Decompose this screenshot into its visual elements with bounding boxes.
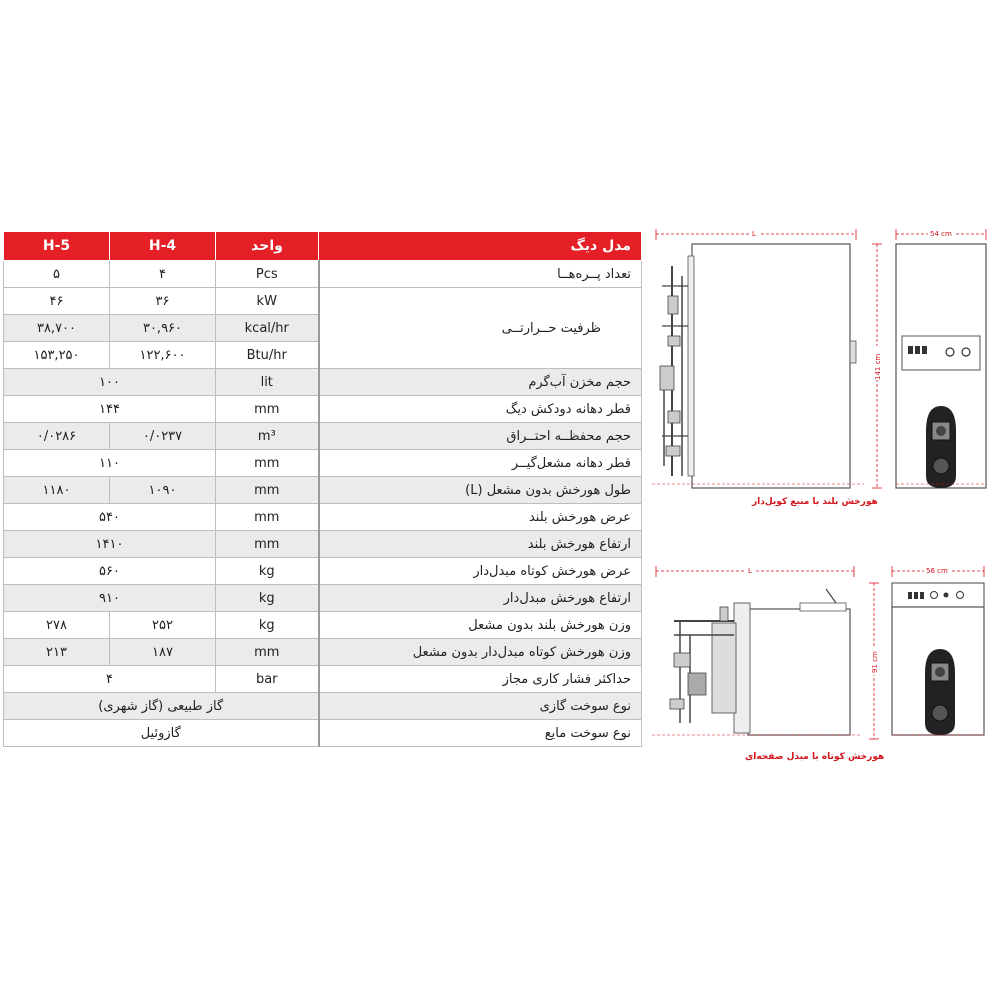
tall-boiler-drawing xyxy=(650,226,995,496)
cell-unit: mm xyxy=(216,504,319,531)
dim-height-label: 91 cm xyxy=(871,651,879,673)
cell-label: حجم محفظــه احتــراق xyxy=(319,423,642,450)
table-row xyxy=(4,693,642,720)
table-row xyxy=(4,585,642,612)
dim-height-label: 141 cm xyxy=(874,353,882,380)
width-dimension xyxy=(896,229,986,240)
height-dimension xyxy=(869,583,879,739)
table-row xyxy=(4,666,642,693)
short-boiler-drawing xyxy=(650,563,995,745)
cell-value: ۹۱۰ xyxy=(4,585,216,612)
cell-value: ۵۶۰ xyxy=(4,558,216,585)
cell-unit: mm xyxy=(216,477,319,504)
cell-h4: ۴ xyxy=(110,261,216,288)
dim-length-label: L xyxy=(748,567,752,575)
cell-unit: kg xyxy=(216,558,319,585)
cell-value: ۱۱۰ xyxy=(4,450,216,477)
cell-h5: ۳۸,۷۰۰ xyxy=(4,315,110,342)
tall-side-view xyxy=(652,244,864,488)
cell-value: ۱۴۴ xyxy=(4,396,216,423)
table-row xyxy=(4,450,642,477)
short-front-view xyxy=(892,583,984,735)
cell-h4: ۱۸۷ xyxy=(110,639,216,666)
table-header-row xyxy=(4,232,642,261)
cell-label: حداکثر فشار کاری مجاز xyxy=(319,666,642,693)
cell-value: ۱۴۱۰ xyxy=(4,531,216,558)
cell-h4: ۳۰,۹۶۰ xyxy=(110,315,216,342)
header-model: مدل دیگ xyxy=(319,232,642,261)
table-row xyxy=(4,639,642,666)
table-row xyxy=(4,612,642,639)
cell-unit: mm xyxy=(216,639,319,666)
cell-h5: ۴۶ xyxy=(4,288,110,315)
table-row xyxy=(4,261,642,288)
cell-label: تعداد پــره‌هــا xyxy=(319,261,642,288)
cell-value: ۱۰۰ xyxy=(4,369,216,396)
cell-unit: mm xyxy=(216,450,319,477)
cell-unit: mm xyxy=(216,531,319,558)
dim-width-label: 56 cm xyxy=(926,567,948,575)
cell-unit: Pcs xyxy=(216,261,319,288)
cell-label: حجم مخزن آب‌گرم xyxy=(319,369,642,396)
height-dimension xyxy=(872,244,882,488)
cell-h4: ۱۰۹۰ xyxy=(110,477,216,504)
cell-unit: kg xyxy=(216,585,319,612)
table-row xyxy=(4,531,642,558)
cell-h4: ۰/۰۲۳۷ xyxy=(110,423,216,450)
cell-h5: ۲۱۳ xyxy=(4,639,110,666)
cell-unit: kcal/hr xyxy=(216,315,319,342)
dim-width-label: 54 cm xyxy=(930,230,952,238)
header-h4: H-4 xyxy=(110,232,216,261)
tall-front-view xyxy=(896,244,986,488)
cell-h5: ۱۱۸۰ xyxy=(4,477,110,504)
cell-label: ظرفیت حــرارتــی xyxy=(319,288,642,369)
cell-h4: ۱۲۲,۶۰۰ xyxy=(110,342,216,369)
table-row xyxy=(4,558,642,585)
table-row xyxy=(4,369,642,396)
cell-h4: ۳۶ xyxy=(110,288,216,315)
cell-label: طول هورخش بدون مشعل (L) xyxy=(319,477,642,504)
header-h5: H-5 xyxy=(4,232,110,261)
tall-boiler-caption: هورخش بلند با منبع کویل‌دار xyxy=(752,497,878,507)
cell-label: وزن هورخش کوتاه مبدل‌دار بدون مشعل xyxy=(319,639,642,666)
cell-h5: ۵ xyxy=(4,261,110,288)
table-row xyxy=(4,720,642,747)
spec-table xyxy=(3,231,642,747)
table-row xyxy=(4,396,642,423)
cell-value: ۴ xyxy=(4,666,216,693)
table-row xyxy=(4,477,642,504)
cell-unit: m³ xyxy=(216,423,319,450)
cell-value: ۵۴۰ xyxy=(4,504,216,531)
cell-label: قطر دهانه دودکش دیگ xyxy=(319,396,642,423)
header-unit: واحد xyxy=(216,232,319,261)
table-row xyxy=(4,288,642,315)
cell-label: عرض هورخش بلند xyxy=(319,504,642,531)
cell-unit: bar xyxy=(216,666,319,693)
cell-h5: ۲۷۸ xyxy=(4,612,110,639)
cell-unit: mm xyxy=(216,396,319,423)
cell-unit: kW xyxy=(216,288,319,315)
cell-label: نوع سوخت گازی xyxy=(319,693,642,720)
short-boiler-caption: هورخش کوتاه با مبدل صفحه‌ای xyxy=(745,752,885,762)
cell-unit: Btu/hr xyxy=(216,342,319,369)
cell-label: وزن هورخش بلند بدون مشعل xyxy=(319,612,642,639)
cell-value: گاز طبیعی (گاز شهری) xyxy=(4,693,319,720)
cell-unit: lit xyxy=(216,369,319,396)
length-dimension xyxy=(656,566,854,577)
cell-h4: ۲۵۲ xyxy=(110,612,216,639)
cell-label: ارتفاع هورخش مبدل‌دار xyxy=(319,585,642,612)
cell-h5: ۱۵۳,۲۵۰ xyxy=(4,342,110,369)
cell-h5: ۰/۰۲۸۶ xyxy=(4,423,110,450)
short-side-view xyxy=(652,589,862,735)
table-row xyxy=(4,504,642,531)
cell-unit: kg xyxy=(216,612,319,639)
table-row xyxy=(4,423,642,450)
cell-label: قطر دهانه مشعل‌گیــر xyxy=(319,450,642,477)
cell-label: عرض هورخش کوتاه مبدل‌دار xyxy=(319,558,642,585)
cell-value: گازوئیل xyxy=(4,720,319,747)
width-dimension xyxy=(892,566,984,577)
dim-length-label: L xyxy=(752,230,756,238)
cell-label: ارتفاع هورخش بلند xyxy=(319,531,642,558)
length-dimension xyxy=(656,229,856,240)
cell-label: نوع سوخت مایع xyxy=(319,720,642,747)
